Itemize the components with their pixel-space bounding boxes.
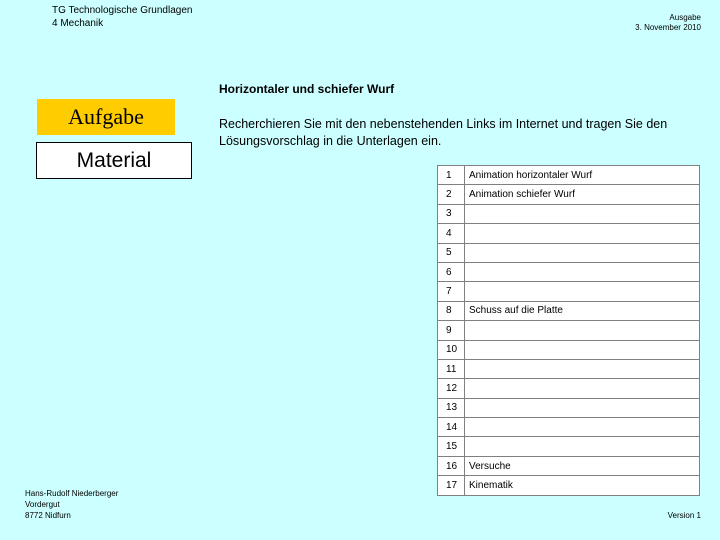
material-button[interactable]: Material [36, 142, 192, 179]
header-left [52, 4, 192, 30]
link-label [465, 243, 700, 262]
table-row [438, 321, 700, 340]
author-name: Hans-Rudolf Niederberger [25, 489, 119, 498]
link-number: 17 [438, 476, 465, 495]
link-label [465, 359, 700, 378]
link-number: 15 [438, 437, 465, 456]
table-row [438, 398, 700, 417]
link-label [465, 282, 700, 301]
author-street: Vordergut [25, 500, 60, 509]
table-row [438, 282, 700, 301]
table-row [438, 379, 700, 398]
edition-label: Ausgabe [669, 13, 701, 22]
link-number: 13 [438, 398, 465, 417]
link-label [465, 418, 700, 437]
table-row [438, 301, 700, 320]
course-subtitle: 4 Mechanik [52, 18, 104, 29]
link-number: 11 [438, 359, 465, 378]
link-number: 12 [438, 379, 465, 398]
author-block [25, 488, 118, 521]
links-table [437, 165, 700, 496]
task-description: Recherchieren Sie mit den nebenstehenden Links im Internet und tragen Sie den Lösungsvorschlag in die Unterlagen ein. [219, 117, 668, 148]
course-title: TG Technologische Grundlagen [52, 5, 193, 16]
link-label [465, 321, 700, 340]
link-label [465, 340, 700, 359]
aufgabe-button[interactable]: Aufgabe [37, 99, 175, 135]
link-label [465, 262, 700, 281]
link-number: 5 [438, 243, 465, 262]
table-row [438, 166, 700, 185]
link-number: 6 [438, 262, 465, 281]
link-label[interactable]: Animation horizontaler Wurf [465, 166, 700, 185]
table-row [438, 224, 700, 243]
table-row [438, 185, 700, 204]
link-number: 1 [438, 166, 465, 185]
link-number: 2 [438, 185, 465, 204]
table-row [438, 437, 700, 456]
table-row [438, 418, 700, 437]
link-number: 9 [438, 321, 465, 340]
link-label [465, 398, 700, 417]
edition-date: 3. November 2010 [635, 23, 701, 32]
link-label [465, 224, 700, 243]
link-number: 4 [438, 224, 465, 243]
link-number: 14 [438, 418, 465, 437]
link-label [465, 437, 700, 456]
link-label[interactable]: Animation schiefer Wurf [465, 185, 700, 204]
link-label [465, 379, 700, 398]
link-number: 3 [438, 204, 465, 223]
table-row [438, 204, 700, 223]
page-title: Horizontaler und schiefer Wurf [219, 82, 395, 96]
table-row [438, 476, 700, 495]
table-row [438, 243, 700, 262]
table-row [438, 262, 700, 281]
table-row [438, 456, 700, 475]
link-label[interactable]: Versuche [465, 456, 700, 475]
link-label[interactable]: Kinematik [465, 476, 700, 495]
link-label[interactable]: Schuss auf die Platte [465, 301, 700, 320]
link-number: 8 [438, 301, 465, 320]
table-row [438, 340, 700, 359]
link-label [465, 204, 700, 223]
link-number: 7 [438, 282, 465, 301]
header-right [635, 13, 701, 33]
author-city: 8772 Nidfurn [25, 511, 71, 520]
link-number: 16 [438, 456, 465, 475]
link-number: 10 [438, 340, 465, 359]
table-row [438, 359, 700, 378]
version-label: Version 1 [667, 511, 701, 520]
